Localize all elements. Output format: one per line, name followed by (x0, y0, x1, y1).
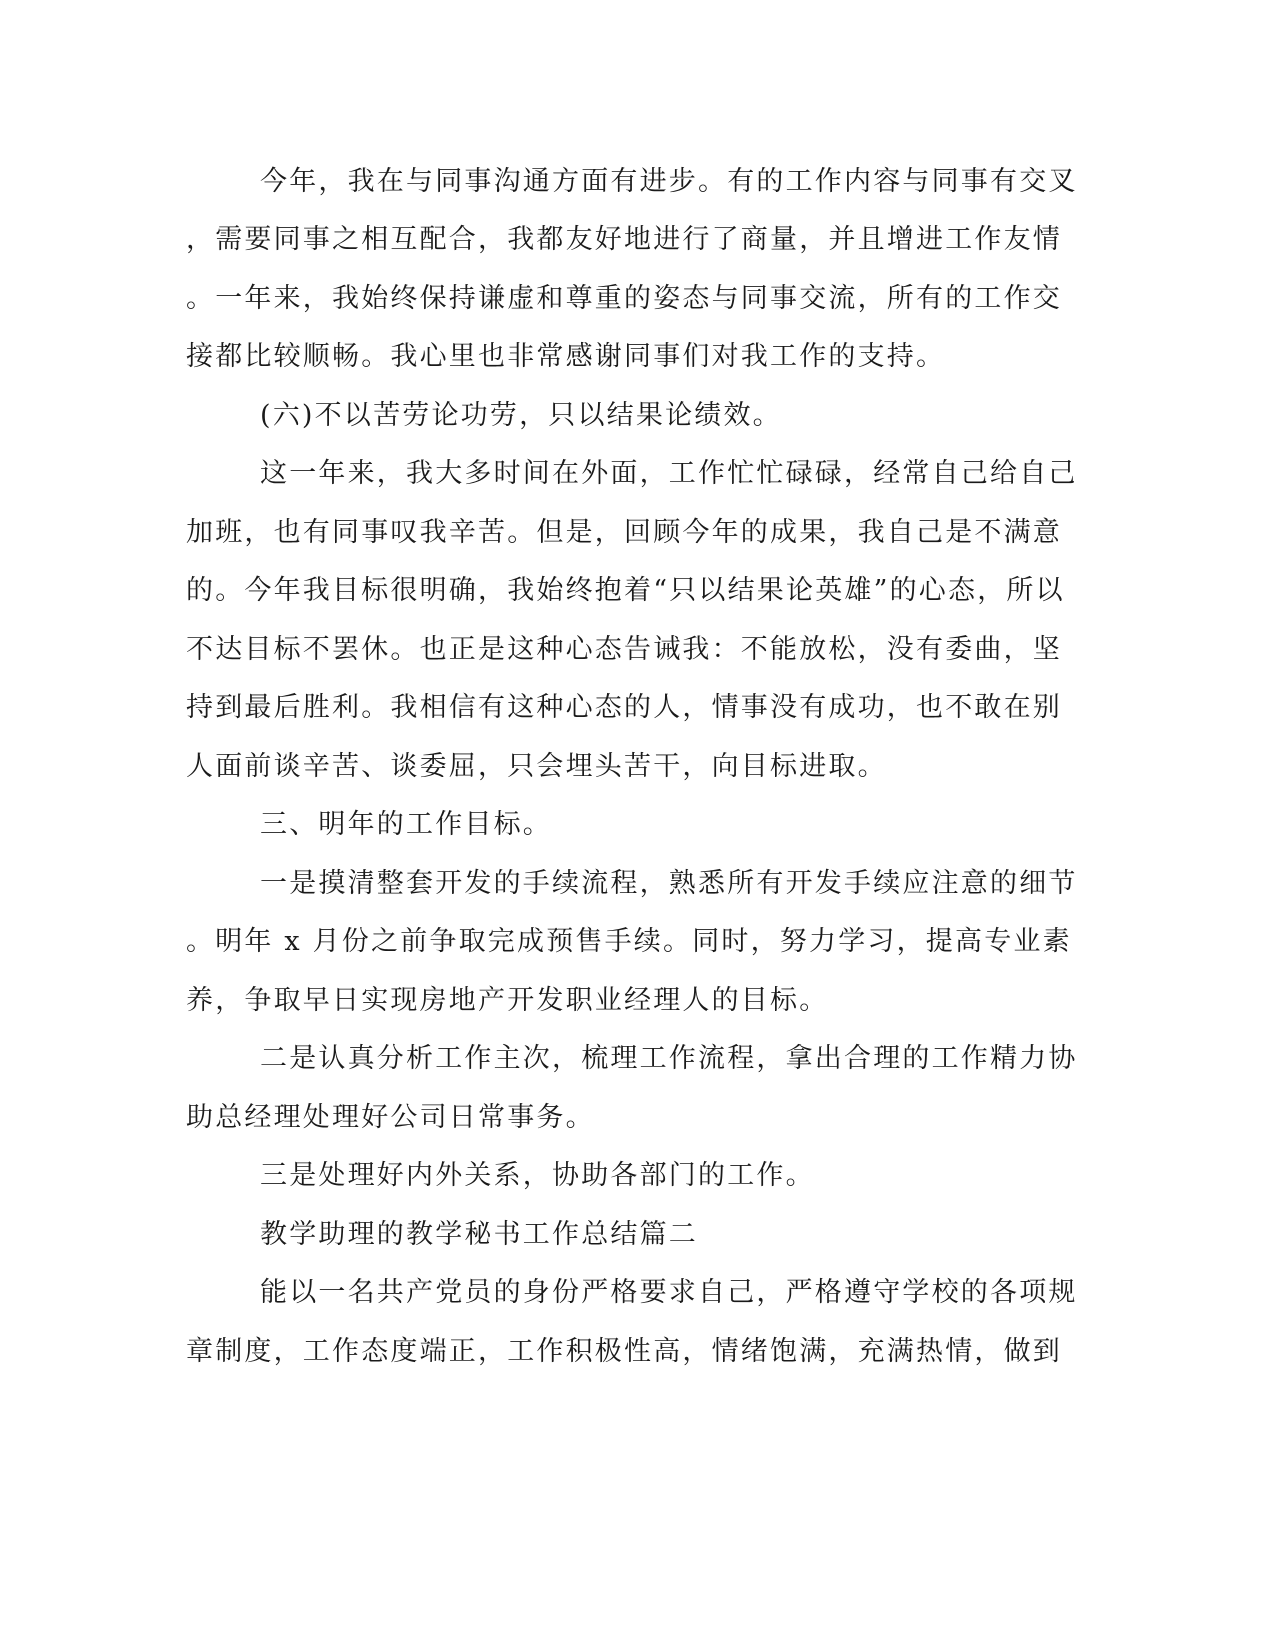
article-title: 教学助理的教学秘书工作总结篇二 (260, 1219, 698, 1250)
text-line: 一是摸清整套开发的手续流程，熟悉所有开发手续应注意的细节 (260, 868, 1078, 899)
text-line: 三是处理好内外关系，协助各部门的工作。 (260, 1160, 815, 1191)
text-line: 。一年来，我始终保持谦虚和尊重的姿态与同事交流，所有的工作交 (186, 283, 1062, 314)
text-line: 加班，也有同事叹我辛苦。但是，回顾今年的成果，我自己是不满意 (186, 517, 1062, 548)
text-line: 持到最后胜利。我相信有这种心态的人，情事没有成功，也不敢在别 (186, 692, 1062, 723)
text-line: 今年，我在与同事沟通方面有进步。有的工作内容与同事有交叉 (260, 166, 1078, 197)
text-line: 接都比较顺畅。我心里也非常感谢同事们对我工作的支持。 (186, 341, 946, 372)
text-line: 不达目标不罢休。也正是这种心态告诫我：不能放松，没有委曲，坚 (186, 634, 1062, 665)
text-line: 能以一名共产党员的身份严格要求自己，严格遵守学校的各项规 (260, 1277, 1078, 1308)
text-line: ，需要同事之相互配合，我都友好地进行了商量，并且增进工作友情 (186, 224, 1062, 255)
text-line: 二是认真分析工作主次，梳理工作流程，拿出合理的工作精力协 (260, 1043, 1078, 1074)
text-line: 养，争取早日实现房地产开发职业经理人的目标。 (186, 985, 829, 1016)
text-line: 。明年 x 月份之前争取完成预售手续。同时，努力学习，提高专业素 (186, 926, 1072, 957)
text-line: 章制度，工作态度端正，工作积极性高，情绪饱满，充满热情，做到 (186, 1336, 1062, 1367)
text-line: 人面前谈辛苦、谈委屈，只会埋头苦干，向目标进取。 (186, 751, 887, 782)
text-line: 的。今年我目标很明确，我始终抱着“只以结果论英雄”的心态，所以 (186, 575, 1065, 606)
text-line: 这一年来，我大多时间在外面，工作忙忙碌碌，经常自己给自己 (260, 458, 1078, 489)
section-heading: (六)不以苦劳论功劳，只以结果论绩效。 (260, 400, 782, 431)
section-heading: 三、明年的工作目标。 (260, 809, 552, 840)
text-line: 助总经理处理好公司日常事务。 (186, 1102, 595, 1133)
